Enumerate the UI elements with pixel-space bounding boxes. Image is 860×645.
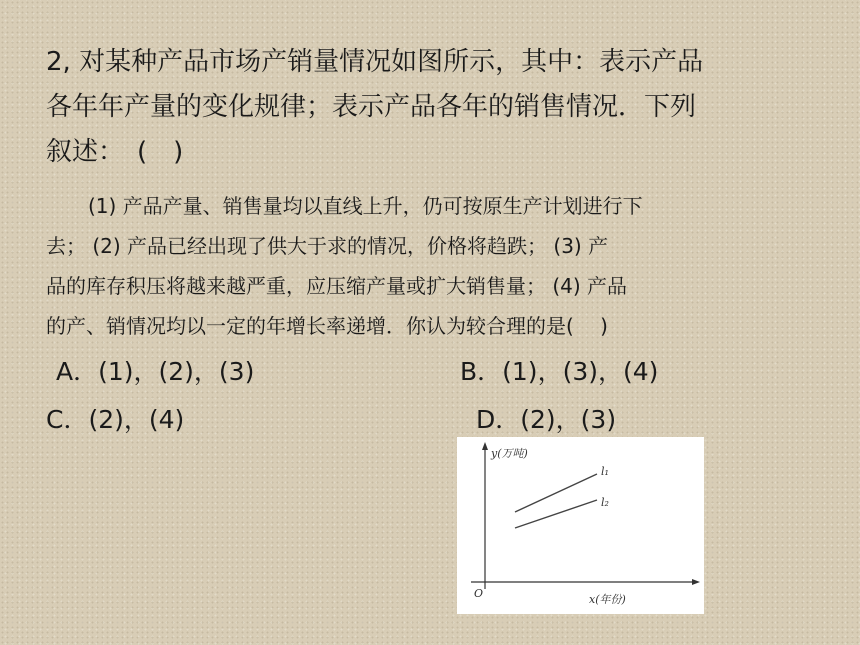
question-line-1: 2, 对某种产品市场产销量情况如图所示，其中：表示产品 — [46, 47, 704, 77]
statement-line-2: 去； (2) 产品已经出现了供大于求的情况，价格将趋跌； (3) 产 — [46, 234, 609, 258]
statements-text — [46, 186, 776, 346]
option-b[interactable]: B．(1)，(3)，(4) — [460, 357, 659, 386]
statement-line-1: (1) 产品产量、销售量均以直线上升，仍可按原生产计划进行下 — [88, 194, 643, 218]
option-c[interactable]: C．(2)，(4) — [46, 405, 185, 434]
statement-line-4: 的产、销情况均以一定的年增长率递增．你认为较合理的是( ) — [46, 314, 608, 338]
line-l2-label: l₂ — [601, 496, 609, 509]
y-axis-arrow — [482, 442, 488, 450]
sales-production-graph — [457, 437, 704, 614]
origin-label: O — [474, 587, 484, 600]
option-a[interactable]: A．(1)，(2)，(3) — [56, 357, 255, 386]
x-axis-arrow — [692, 579, 700, 585]
x-axis-label: x(年份) — [589, 593, 626, 606]
question-line-2: 各年年产量的变化规律；表示产品各年的销售情况．下列 — [46, 92, 697, 122]
option-d[interactable]: D．(2)，(3) — [476, 405, 617, 434]
line-l1-label: l₁ — [601, 465, 609, 478]
question-text — [46, 40, 826, 175]
statement-line-3: 品的库存积压将越来越严重，应压缩产量或扩大销售量； (4) 产品 — [46, 274, 628, 298]
line-l1 — [515, 474, 597, 512]
line-l2 — [515, 500, 597, 528]
y-axis-label: y(万吨) — [491, 447, 528, 460]
graph-svg — [457, 437, 704, 614]
question-line-3: 叙述： ( ) — [46, 137, 184, 167]
